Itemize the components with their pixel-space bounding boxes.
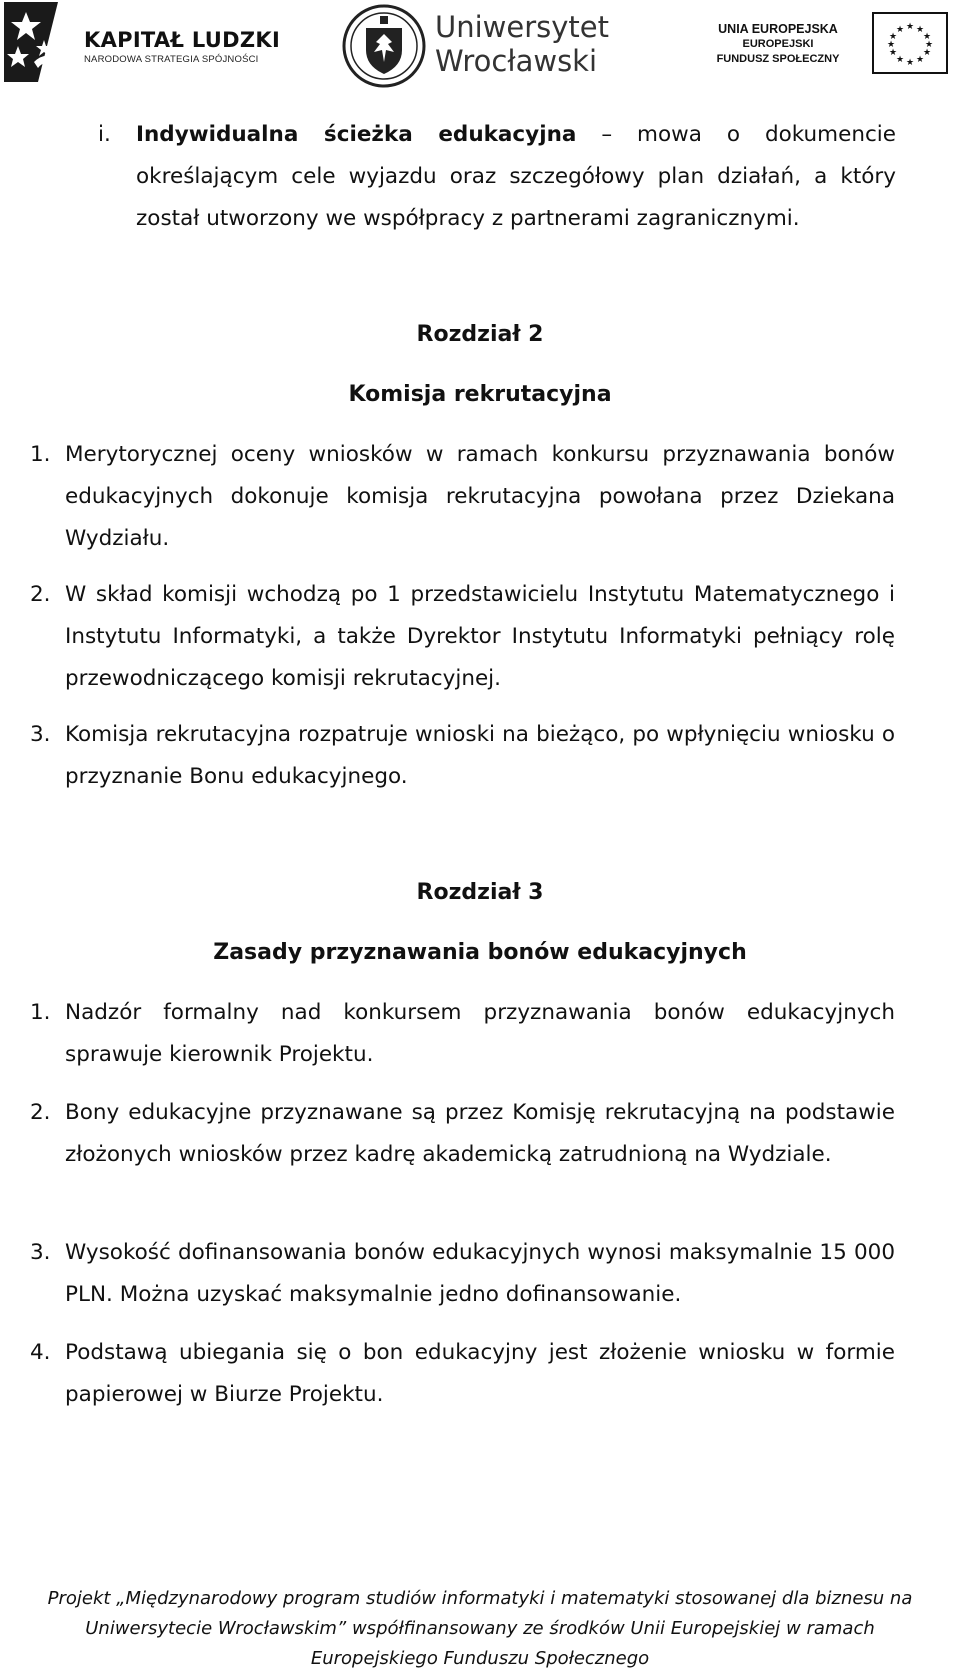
definition-text: – mowa o dokumencie określającym cele wyjazdu oraz szczegółowy plan działań, a który został utworzony we współpracy z partnerami zagranicznymi. xyxy=(136,122,896,231)
chapter2-heading: Rozdział 2 xyxy=(416,322,544,347)
chapter3-item4-number: 4. xyxy=(30,1340,51,1365)
eu-flag-icon xyxy=(872,12,948,74)
eu-text-block xyxy=(712,22,844,67)
chapter2-item2-number: 2. xyxy=(30,582,51,607)
page-header xyxy=(0,0,960,88)
svg-text:★: ★ xyxy=(922,48,932,58)
chapter3-item3-number: 3. xyxy=(30,1240,51,1265)
svg-text:★: ★ xyxy=(924,40,934,50)
chapter2-title: Komisja rekrutacyjna xyxy=(348,382,612,407)
chapter3-heading: Rozdział 3 xyxy=(416,880,544,905)
chapter3-item4-text: Podstawą ubiegania się o bon edukacyjny jest złożenie wniosku w formie papierowej w Biurze Projektu. xyxy=(65,1340,895,1407)
chapter3-item2-number: 2. xyxy=(30,1100,51,1125)
chapter3-title: Zasady przyznawania bonów edukacyjnych xyxy=(213,940,747,965)
kapital-ludzki-logo xyxy=(4,2,284,82)
chapter3-item2-text: Bony edukacyjne przyznawane są przez Komisję rekrutacyjną na podstawie złożonych wniosków przez kadrę akademicką zatrudnioną na Wydziale. xyxy=(65,1100,895,1167)
eu-line1: UNIA EUROPEJSKA xyxy=(718,22,838,36)
eu-logo xyxy=(712,10,948,82)
footer-line1: Projekt „Międzynarodowy program studiów informatyki i matematyki stosowanej dla biznesu na xyxy=(47,1588,913,1609)
chapter2-item3-number: 3. xyxy=(30,722,51,747)
svg-text:★: ★ xyxy=(886,40,896,50)
svg-text:★: ★ xyxy=(895,25,905,35)
university-name-line1: Uniwersytet xyxy=(435,10,609,44)
chapter2-item1-number: 1. xyxy=(30,442,51,467)
university-logo xyxy=(342,4,632,84)
svg-text:★: ★ xyxy=(905,58,915,68)
chapter2-item1-text: Merytorycznej oceny wniosków w ramach konkursu przyznawania bonów edukacyjnych dokonuje komisja rekrutacyjna powołana przez Dziekana Wydziału. xyxy=(65,442,895,551)
footer-line3: Europejskiego Funduszu Społecznego xyxy=(310,1648,650,1669)
chapter2-item2-text: W skład komisji wchodzą po 1 przedstawicielu Instytutu Matematycznego i Instytutu Informatyki, a także Dyrektor Instytutu Informatyki pełniący rolę przewodniczącego komisji rekrutacyjnej. xyxy=(65,582,895,691)
chapter3-item1-text: Nadzór formalny nad konkursem przyznawania bonów edukacyjnych sprawuje kierownik Projektu. xyxy=(65,1000,895,1067)
svg-text:★: ★ xyxy=(915,55,925,65)
chapter3-item3-text: Wysokość dofinansowania bonów edukacyjnych wynosi maksymalnie 15 000 PLN. Można uzyskać maksymalnie jedno dofinansowanie. xyxy=(65,1240,895,1307)
svg-text:★: ★ xyxy=(922,32,932,42)
university-name-line2: Wrocławski xyxy=(435,44,598,78)
eu-line3: FUNDUSZ SPOŁECZNY xyxy=(716,53,840,65)
kapital-ludzki-subtitle: NARODOWA STRATEGIA SPÓJNOŚCI xyxy=(84,54,259,65)
chapter3-item1-number: 1. xyxy=(30,1000,51,1025)
svg-text:★: ★ xyxy=(905,22,915,32)
chapter2-item3-text: Komisja rekrutacyjna rozpatruje wnioski na bieżąco, po wpłynięciu wniosku o przyznanie Bonu edukacyjnego. xyxy=(65,722,895,789)
kapital-ludzki-title: KAPITAŁ LUDZKI xyxy=(84,28,281,52)
svg-text:★: ★ xyxy=(888,48,898,58)
svg-text:★: ★ xyxy=(895,55,905,65)
university-crest-icon xyxy=(342,4,426,88)
eu-line2: EUROPEJSKI xyxy=(742,38,814,50)
kapital-ludzki-emblem-icon xyxy=(4,2,66,82)
definition-marker: i. xyxy=(98,122,111,147)
page-footer xyxy=(0,1584,960,1674)
svg-text:★: ★ xyxy=(888,32,898,42)
svg-text:★: ★ xyxy=(915,25,925,35)
footer-line2: Uniwersytecie Wrocławskim” współfinansowany ze środków Unii Europejskiej w ramach xyxy=(85,1618,875,1639)
definition-term: Indywidualna ścieżka edukacyjna xyxy=(136,122,577,147)
definition-paragraph xyxy=(136,114,896,240)
